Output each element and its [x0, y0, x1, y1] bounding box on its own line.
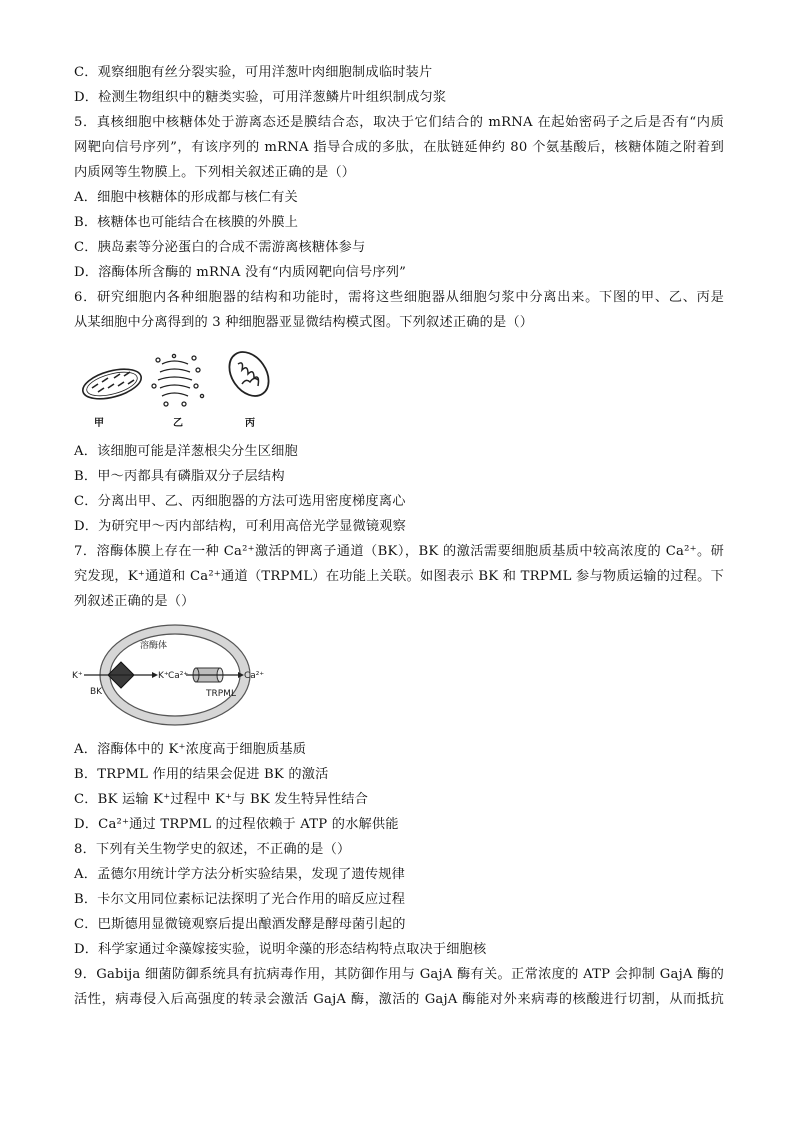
question-7-text: 究发现，K⁺通道和 Ca²⁺通道（TRPML）在功能上关联。如图表示 BK 和 TRPML 参与物质运输的过程。下 [74, 569, 724, 584]
lysosome-label: 溶酶体 [140, 641, 168, 651]
option-line: D．为研究甲～丙内部结构，可利用高倍光学显微镜观察 [74, 519, 407, 534]
golgi-drawing [152, 354, 204, 406]
option-line: C．BK 运输 K⁺过程中 K⁺与 BK 发生特异性结合 [74, 792, 368, 807]
question-5-text: 内质网等生物膜上。下列相关叙述正确的是（） [74, 165, 356, 180]
option-line: A．孟德尔用统计学方法分析实验结果，发现了遗传规律 [74, 867, 406, 882]
option-line: C．观察细胞有丝分裂实验，可用洋葱叶肉细胞制成临时装片 [74, 65, 433, 80]
option-line: A．细胞中核糖体的形成都与核仁有关 [74, 190, 298, 205]
k-left-label: K⁺ [72, 671, 83, 681]
question-8-text: 8．下列有关生物学史的叙述，不正确的是（） [74, 842, 351, 857]
question-7-text: 列叙述正确的是（） [74, 594, 195, 609]
lysosome-figure [72, 622, 265, 730]
question-7-text: 7．溶酶体膜上存在一种 Ca²⁺激活的钾离子通道（BK），BK 的激活需要细胞质基质中较高浓度的 Ca²⁺。研 [74, 544, 724, 559]
label-yi: 乙 [173, 418, 183, 429]
option-line: C．巴斯德用显微镜观察后提出酿酒发酵是酵母菌引起的 [74, 917, 406, 932]
question-5-text: 5．真核细胞中核糖体处于游离态还是膜结合态，取决于它们结合的 mRNA 在起始密码子之后是否有“内质 [74, 115, 724, 130]
option-line: B．甲～丙都具有磷脂双分子层结构 [74, 469, 285, 484]
option-line: D．Ca²⁺通过 TRPML 的过程依赖于 ATP 的水解供能 [74, 817, 399, 832]
option-line: A．溶酶体中的 K⁺浓度高于细胞质基质 [74, 742, 307, 757]
question-9-text: 活性，病毒侵入后高强度的转录会激活 GajA 酶，激活的 GajA 酶能对外来病毒的核酸进行切割，从而抵抗 [74, 992, 724, 1007]
label-jia: 甲 [94, 418, 104, 429]
option-line: D．检测生物组织中的糖类实验，可用洋葱鳞片叶组织制成匀浆 [74, 90, 447, 105]
option-line: D．科学家通过伞藻嫁接实验，说明伞藻的形态结构特点取决于细胞核 [74, 942, 487, 957]
option-line: D．溶酶体所含酶的 mRNA 没有“内质网靶向信号序列” [74, 265, 407, 280]
trpml-label: TRPML [206, 689, 236, 699]
bk-label: BK [90, 687, 103, 697]
option-line: B．核糖体也可能结合在核膜的外膜上 [74, 215, 299, 230]
option-line: C．分离出甲、乙、丙细胞器的方法可选用密度梯度离心 [74, 494, 406, 509]
mitochondrion-drawing [221, 345, 276, 404]
question-9-text: 9．Gabija 细菌防御系统具有抗病毒作用，其防御作用与 GajA 酶有关。正常浓度的 ATP 会抑制 GajA 酶的 [74, 967, 724, 982]
organelle-figure [74, 342, 294, 432]
option-line: C．胰岛素等分泌蛋白的合成不需游离核糖体参与 [74, 240, 366, 255]
option-line: A．该细胞可能是洋葱根尖分生区细胞 [74, 444, 298, 459]
chloroplast-drawing [80, 364, 145, 405]
label-bing: 丙 [245, 418, 255, 429]
ca-right-label: Ca²⁺ [244, 671, 265, 681]
question-6-text: 6．研究细胞内各种细胞器的结构和功能时，需将这些细胞器从细胞匀浆中分离出来。下图的甲、乙、丙是 [74, 290, 724, 305]
k-right-label: K⁺ [158, 671, 169, 681]
ca-left-label: Ca²⁺ [168, 671, 189, 681]
question-6-text: 从某细胞中分离得到的 3 种细胞器亚显微结构模式图。下列叙述正确的是（） [74, 315, 534, 330]
option-line: B．TRPML 作用的结果会促进 BK 的激活 [74, 767, 329, 782]
question-5-text: 网靶向信号序列”，有该序列的 mRNA 指导合成的多肽，在肽链延伸约 80 个氨基酸后，核糖体随之附着到 [74, 140, 724, 155]
option-line: B．卡尔文用同位素标记法探明了光合作用的暗反应过程 [74, 892, 406, 907]
